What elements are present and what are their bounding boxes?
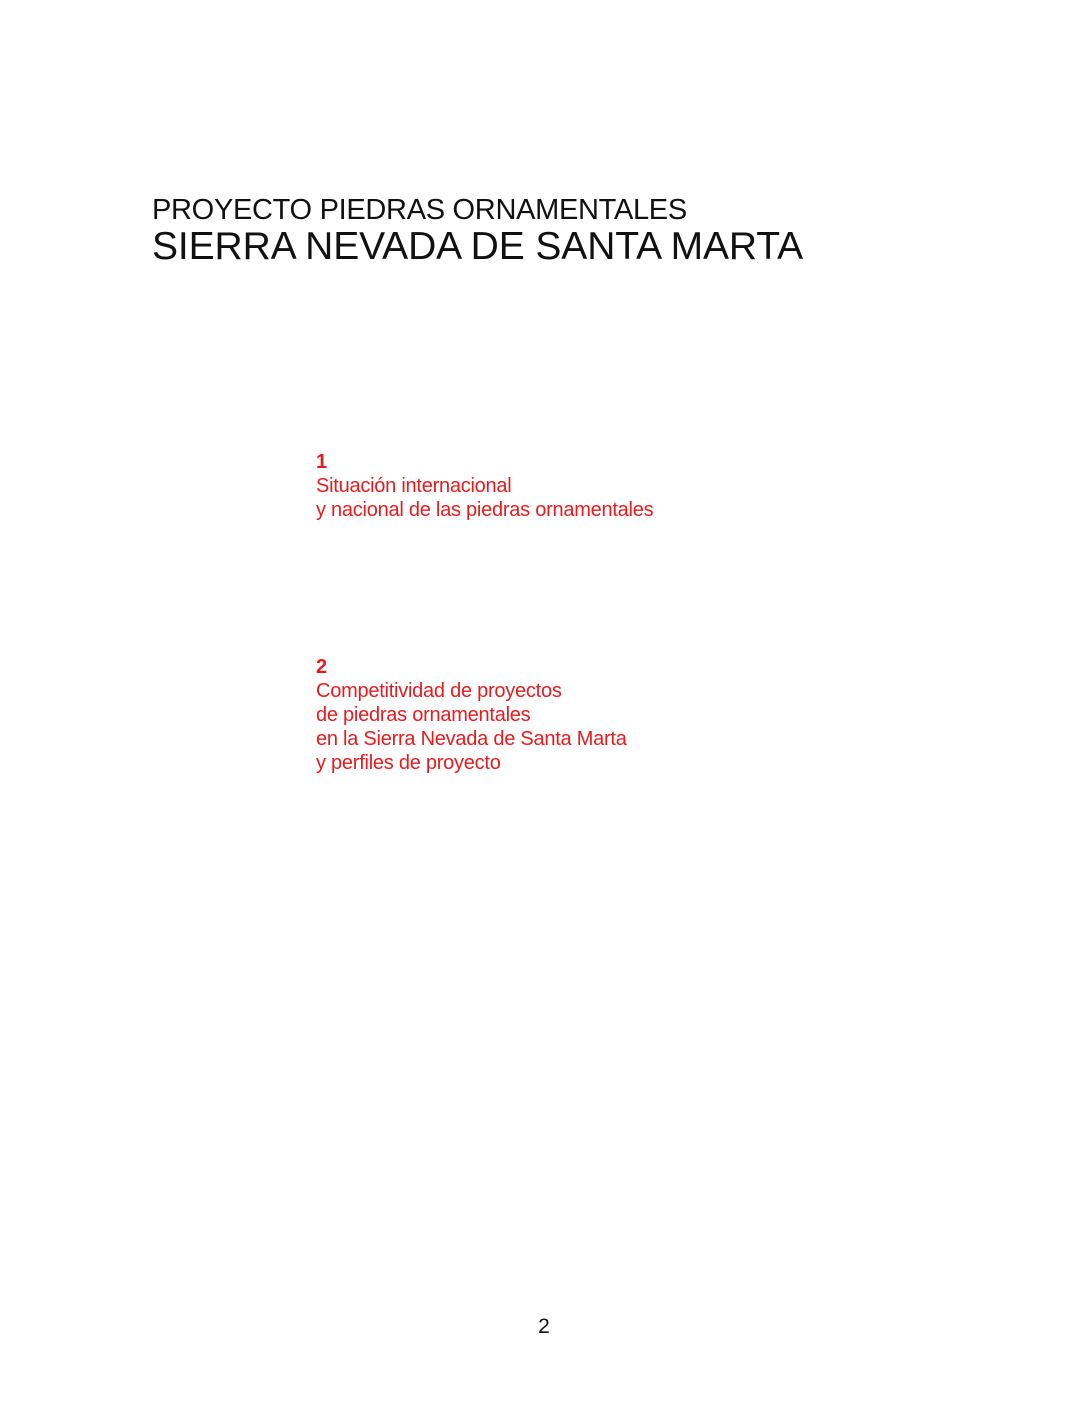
document-title-block	[152, 193, 803, 267]
toc-entry-1-title-line-2: y nacional de las piedras ornamentales	[316, 499, 654, 521]
toc-entry-1-number: 1	[316, 451, 327, 473]
toc-entry-2-title-line-3: en la Sierra Nevada de Santa Marta	[316, 728, 627, 750]
toc-entry-2-title-line-4: y perfiles de proyecto	[316, 752, 501, 774]
toc-entry-2-title-line-1: Competitividad de proyectos	[316, 680, 562, 702]
toc-entry-2-number: 2	[316, 656, 327, 678]
toc-entry-2-title-line-2: de piedras ornamentales	[316, 704, 531, 726]
document-main-title: SIERRA NEVADA DE SANTA MARTA	[152, 225, 803, 268]
document-subtitle: PROYECTO PIEDRAS ORNAMENTALES	[152, 194, 687, 226]
toc-entry-1-title-line-1: Situación internacional	[316, 475, 512, 497]
page-number: 2	[538, 1315, 550, 1338]
toc-entry-1	[316, 450, 653, 522]
page-footer	[0, 1315, 1088, 1339]
toc-entry-2	[316, 655, 627, 775]
